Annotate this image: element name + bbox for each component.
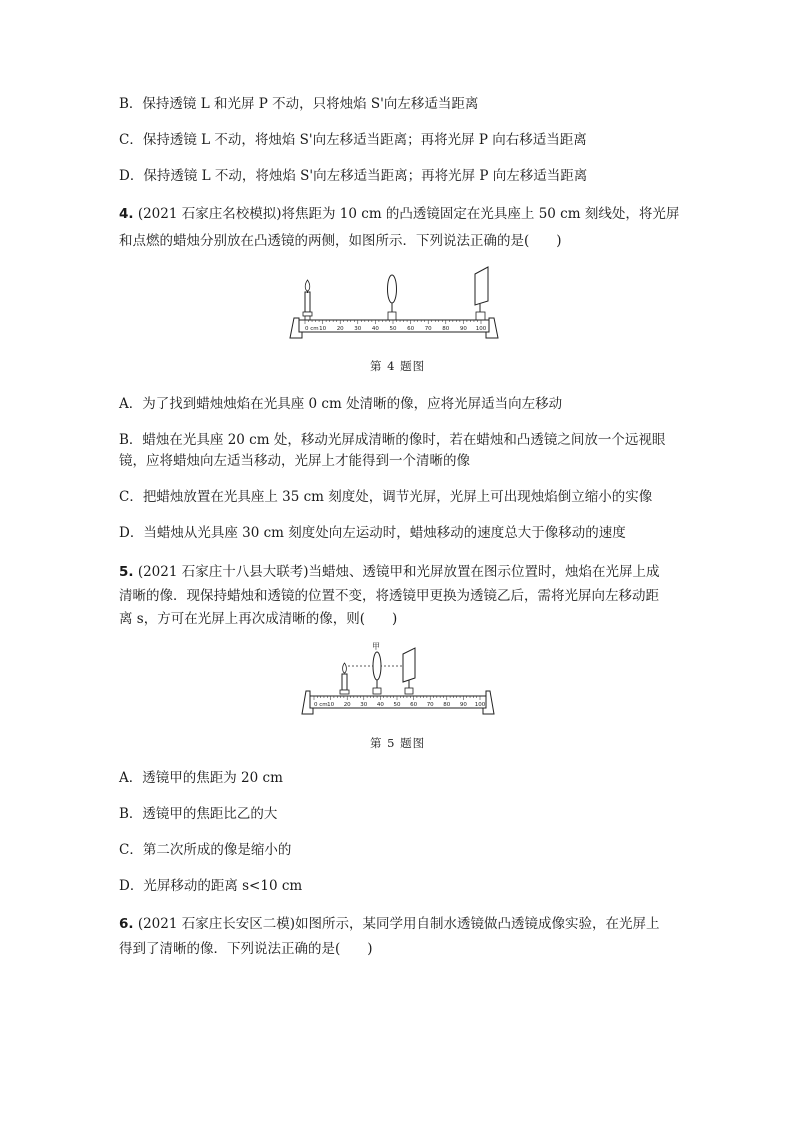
q6-stem-line2: 得到了清晰的像．下列说法正确的是( ): [119, 941, 373, 957]
q4-ruler-label: 50: [389, 326, 397, 332]
light-screen-icon: [403, 648, 415, 694]
q4-ruler-label: 40: [371, 326, 379, 332]
q5-ruler-label: 10: [327, 702, 335, 708]
q4-option-a: A．为了找到蜡烛烛焰在光具座 0 cm 处清晰的像，应将光屏适当向左移动: [119, 396, 563, 412]
light-screen-icon: [475, 267, 488, 320]
q4-number: 4.: [119, 206, 134, 222]
q4-caption: 第 4 题图: [370, 359, 426, 373]
q4-figure: [285, 262, 505, 344]
q4-ruler-label: 70: [424, 326, 432, 332]
convex-lens-icon: [373, 652, 381, 694]
q5-ruler-label: 90: [459, 702, 467, 708]
q5-ruler-label: 50: [393, 702, 401, 708]
q5-ruler-label: 80: [443, 702, 451, 708]
q4-option-c: C．把蜡烛放置在光具座上 35 cm 刻度处，调节光屏，光屏上可出现烛焰倒立缩小的实像: [119, 489, 653, 505]
q5-ruler-label: 20: [343, 702, 351, 708]
q4-stem-line1: [119, 205, 679, 223]
q5-caption: 第 5 题图: [370, 736, 426, 750]
convex-lens-icon: [388, 275, 397, 320]
q5-figure: [296, 638, 500, 720]
q4-stem-text: (2021 石家庄名校模拟)将焦距为 10 cm 的凸透镜固定在光具座上 50 cm 刻线处，将光屏: [133, 206, 680, 222]
q4-ruler-label: 30: [354, 326, 362, 332]
q4-ruler-label: 0 cm: [305, 326, 319, 332]
q5-ruler-label: 40: [376, 702, 384, 708]
q5-option-d: D．光屏移动的距离 s<10 cm: [119, 878, 303, 894]
q4-option-b-cont: 镜，应将蜡烛向左适当移动，光屏上才能得到一个清晰的像: [119, 453, 470, 469]
q4-option-b: B．蜡烛在光具座 20 cm 处，移动光屏成清晰的像时，若在蜡烛和凸透镜之间放一个远视眼: [119, 432, 666, 448]
q5-option-c: C．第二次所成的像是缩小的: [119, 842, 292, 858]
q5-option-b: B．透镜甲的焦距比乙的大: [119, 806, 278, 822]
q5-ruler-label: 30: [360, 702, 368, 708]
option-b-prev: B．保持透镜 L 和光屏 P 不动，只将烛焰 S'向左移适当距离: [119, 96, 479, 112]
q5-stem-line2: 清晰的像．现保持蜡烛和透镜的位置不变，将透镜甲更换为透镜乙后，需将光屏向左移动距: [119, 588, 659, 604]
q5-ruler-label: 60: [410, 702, 418, 708]
q5-ruler-label: 70: [426, 702, 434, 708]
q4-ruler-label: 60: [407, 326, 415, 332]
q4-ruler-label: 100: [475, 326, 487, 332]
q6-stem-text: (2021 石家庄长安区二模)如图所示，某同学用自制水透镜做凸透镜成像实验，在光屏上: [133, 916, 660, 932]
candle-icon: [303, 280, 312, 320]
option-c-prev: C．保持透镜 L 不动，将烛焰 S'向左移适当距离；再将光屏 P 向右移适当距离: [119, 132, 587, 148]
q5-stem-line1: [119, 563, 660, 581]
option-d-prev: D．保持透镜 L 不动，将烛焰 S'向左移适当距离；再将光屏 P 向左移适当距离: [119, 168, 588, 184]
q5-number: 5.: [119, 564, 134, 580]
q6-stem-line1: [119, 915, 660, 933]
q6-number: 6.: [119, 916, 134, 932]
q4-ruler-label: 90: [459, 326, 467, 332]
q4-option-d: D．当蜡烛从光具座 30 cm 刻度处向左运动时，蜡烛移动的速度总大于像移动的速度: [119, 525, 626, 541]
q4-ruler-label: 10: [319, 326, 327, 332]
q4-ruler-label: 20: [336, 326, 344, 332]
q5-stem-line3: 离 s，方可在光屏上再次成清晰的像，则( ): [119, 611, 398, 627]
q4-ruler-label: 80: [442, 326, 450, 332]
q5-option-a: A．透镜甲的焦距为 20 cm: [119, 770, 283, 786]
q5-ruler-label: 0 cm: [314, 702, 328, 708]
lens-label: 甲: [372, 642, 380, 651]
candle-icon: [340, 663, 349, 694]
q4-stem-line2: 和点燃的蜡烛分别放在凸透镜的两侧，如图所示．下列说法正确的是( ): [119, 233, 562, 249]
q5-stem-text: (2021 石家庄十八县大联考)当蜡烛、透镜甲和光屏放置在图示位置时，烛焰在光屏上成: [133, 564, 660, 580]
q5-ruler-label: 100: [474, 702, 486, 708]
